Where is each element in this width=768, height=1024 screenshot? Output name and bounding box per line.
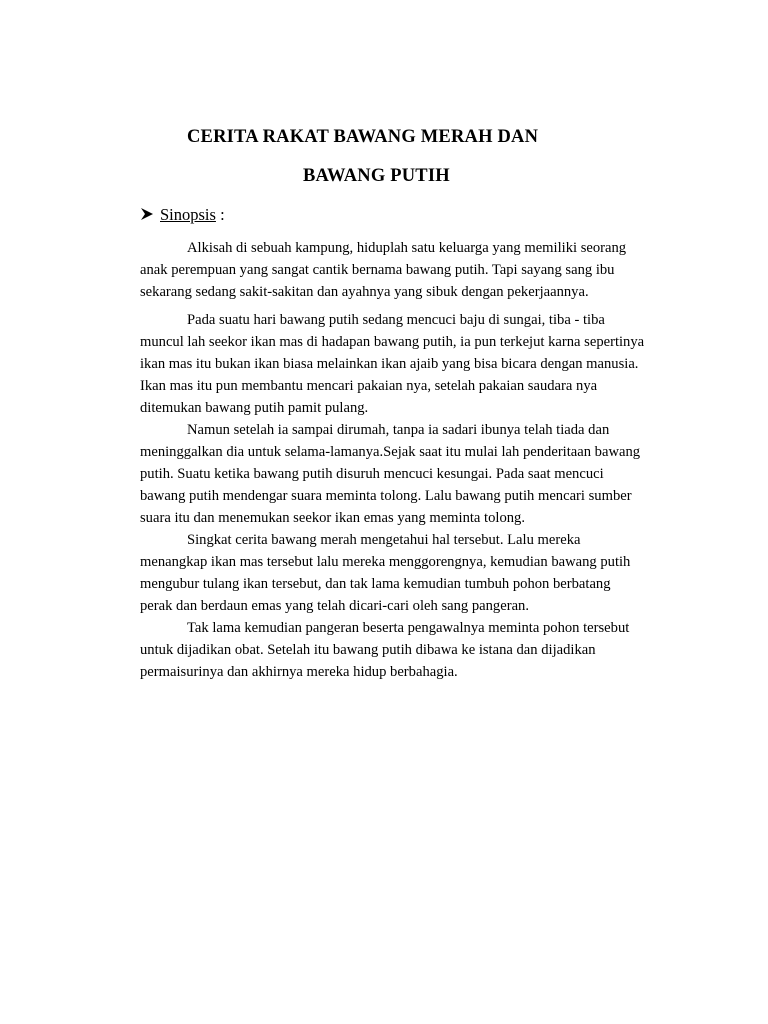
arrowhead-bullet-icon: [140, 207, 154, 221]
synopsis-colon: :: [215, 205, 225, 224]
synopsis-heading: [140, 205, 225, 225]
paragraph-2: [140, 309, 645, 419]
paragraph-text: Tak lama kemudian pangeran beserta pengawalnya meminta pohon tersebut untuk dijadikan obat. Setelah itu bawang putih dibawa ke istana dan dijadikan permaisurinya dan akhirnya mereka hidup berbahagia.: [140, 620, 630, 681]
paragraph-1: [140, 237, 645, 303]
paragraph-text: Singkat cerita bawang merah mengetahui hal tersebut. Lalu mereka menangkap ikan mas tersebut lalu mereka menggorengnya, kemudian bawang putih mengubur tulang ikan tersebut, dan tak lama kemudian tumbuh pohon berbatang perak dan berdaun emas yang telah dicari-cari oleh sang pangeran.: [140, 532, 631, 615]
paragraph-3: [140, 419, 645, 529]
paragraph-text: Alkisah di sebuah kampung, hiduplah satu keluarga yang memiliki seorang anak perempuan yang sangat cantik bernama bawang putih. Tapi sayang sang ibu sekarang sedang sakit-sakitan dan ayahnya yang sibuk dengan pekerjaannya.: [140, 240, 627, 301]
paragraph-text: Namun setelah ia sampai dirumah, tanpa ia sadari ibunya telah tiada dan meninggalkan dia untuk selama-lamanya.Sejak saat itu mulai lah penderitaan bawang putih. Suatu ketika bawang putih disuruh mencuci kesungai. Pada saat mencuci bawang putih mendengar suara meminta tolong. Lalu bawang putih mencari sumber suara itu dan menemukan seekor ikan emas yang meminta tolong.: [140, 422, 641, 527]
paragraph-text: Pada suatu hari bawang putih sedang mencuci baju di sungai, tiba - tiba muncul lah seekor ikan mas di hadapan bawang putih, ia pun terkejut karna sepertinya ikan mas itu bukan ikan biasa melainkan ikan ajaib yang bisa bicara dengan manusia. Ikan mas itu pun membantu mencari pakaian nya, setelah pakaian saudara nya ditemukan bawang putih pamit pulang.: [140, 312, 645, 417]
paragraph-4: [140, 529, 645, 617]
document-title-line-2: BAWANG PUTIH: [303, 166, 450, 186]
synopsis-label: Sinopsis: [160, 205, 216, 224]
document-title-line-1: CERITA RAKAT BAWANG MERAH DAN: [187, 127, 539, 147]
paragraph-5: [140, 617, 645, 683]
